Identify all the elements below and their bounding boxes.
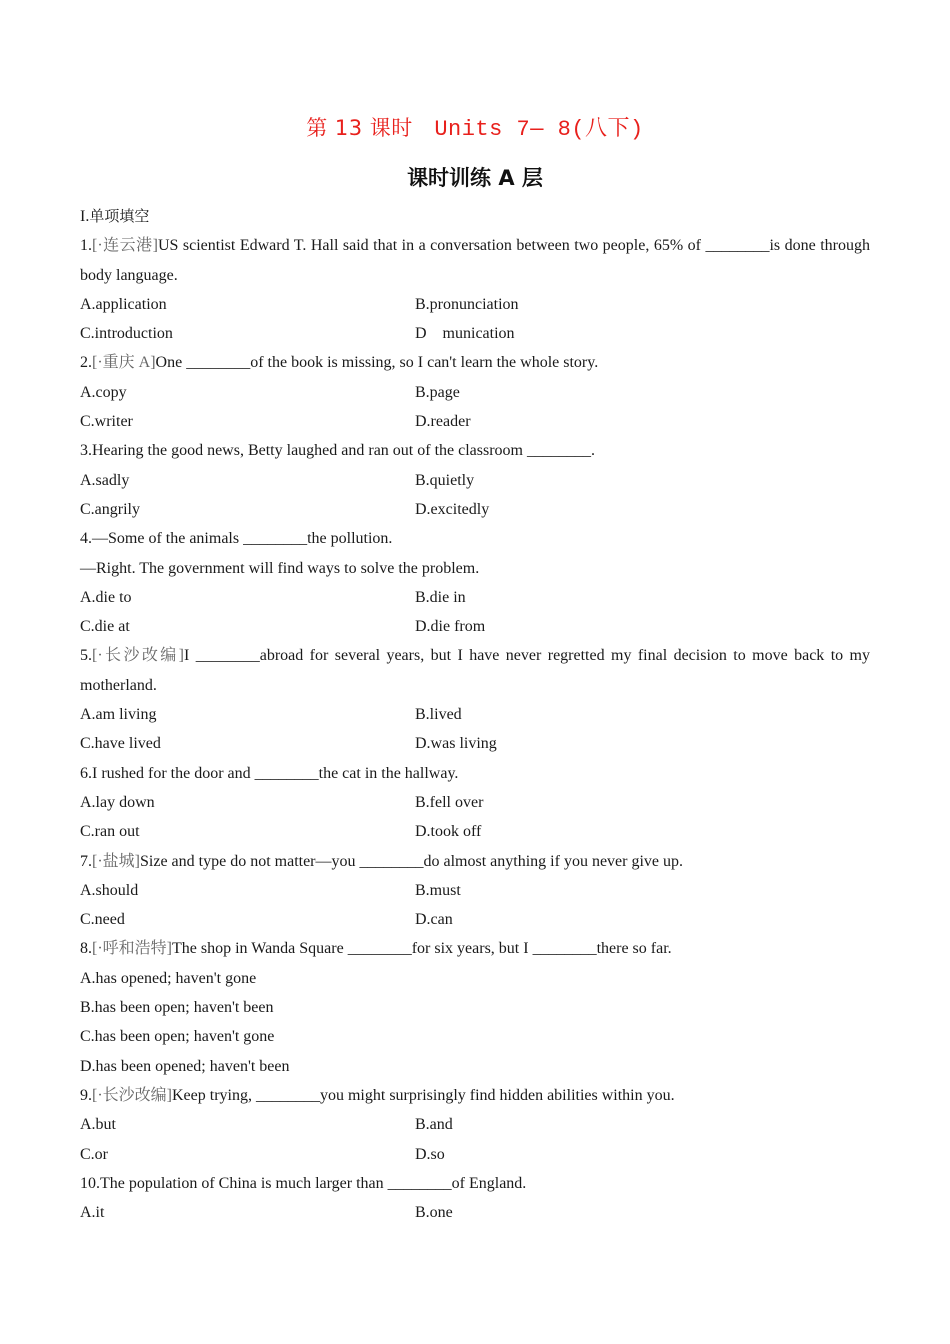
option-b[interactable]: B.one (415, 1204, 453, 1222)
options-row (80, 788, 870, 817)
option-a[interactable]: A.application (80, 295, 167, 313)
section-heading: I.单项填空 (80, 207, 150, 225)
option-b[interactable]: B.pronunciation (415, 295, 519, 313)
title-lesson: 第 13 课时 (306, 116, 413, 140)
question-4-reply: —Right. The government will find ways to solve the problem. (80, 559, 480, 577)
options-row (80, 290, 870, 319)
options-row (80, 876, 870, 905)
option-b[interactable]: B.die in (415, 588, 466, 606)
question-2: 2.[·重庆 A]One ________of the book is missing, so I can't learn the whole story. (80, 354, 599, 372)
option-a[interactable]: A.but (80, 1116, 116, 1134)
options-row (80, 700, 870, 729)
options-row (80, 495, 870, 524)
question-5: 5.[·长沙改编]I ________abroad for several years, but I have never regretted my final decision to move back to my motherland. (80, 647, 870, 694)
option-a[interactable]: A.it (80, 1204, 105, 1222)
option-a[interactable]: A.sadly (80, 471, 130, 489)
question-7: 7.[·盐城]Size and type do not matter—you ________do almost anything if you never give up. (80, 852, 684, 870)
page-subtitle: 课时训练 A 层 (407, 166, 543, 190)
question-6: 6.I rushed for the door and ________the cat in the hallway. (80, 764, 459, 782)
option-d[interactable]: D.took off (415, 823, 482, 841)
question-1: 1.[·连云港]US scientist Edward T. Hall said that in a conversation between two people, 65% of ________is done through body language. (80, 237, 870, 284)
options-row (80, 1198, 870, 1227)
option-d[interactable]: D.was living (415, 735, 497, 753)
options-row (80, 817, 870, 846)
option-c[interactable]: C.has been open; haven't gone (80, 1028, 275, 1046)
page-title (0, 111, 950, 142)
question-10: 10.The population of China is much larger than ________of England. (80, 1174, 527, 1192)
option-d[interactable]: D.has been opened; haven't been (80, 1057, 290, 1075)
option-c[interactable]: C.or (80, 1145, 108, 1163)
options-row (80, 466, 870, 495)
question-4: 4.—Some of the animals ________the pollution. (80, 530, 393, 548)
option-d[interactable]: D.excitedly (415, 500, 490, 518)
options-row (80, 905, 870, 934)
option-c[interactable]: C.need (80, 911, 125, 929)
option-d[interactable]: D munication (415, 325, 515, 343)
option-a[interactable]: A.copy (80, 383, 127, 401)
options-row (80, 378, 870, 407)
option-a[interactable]: A.die to (80, 588, 132, 606)
option-b[interactable]: B.and (415, 1116, 453, 1134)
question-3: 3.Hearing the good news, Betty laughed and ran out of the classroom ________. (80, 442, 595, 460)
question-8: 8.[·呼和浩特]The shop in Wanda Square ________for six years, but I ________there so far. (80, 940, 672, 958)
option-a[interactable]: A.lay down (80, 793, 155, 811)
options-row (80, 729, 870, 758)
options-row (80, 1140, 870, 1169)
option-b[interactable]: B.must (415, 881, 461, 899)
title-units: Units 7— 8(八下) (434, 117, 644, 142)
options-row (80, 612, 870, 641)
option-c[interactable]: C.angrily (80, 500, 140, 518)
option-b[interactable]: B.page (415, 383, 460, 401)
option-d[interactable]: D.so (415, 1145, 445, 1163)
option-a[interactable]: A.should (80, 881, 139, 899)
question-9: 9.[·长沙改编]Keep trying, ________you might surprisingly find hidden abilities within you. (80, 1086, 675, 1104)
option-b[interactable]: B.quietly (415, 471, 475, 489)
question-list (80, 202, 870, 1227)
option-c[interactable]: C.die at (80, 618, 130, 636)
options-row (80, 1110, 870, 1139)
option-d[interactable]: D.die from (415, 618, 486, 636)
option-c[interactable]: C.have lived (80, 735, 161, 753)
option-b[interactable]: B.lived (415, 706, 462, 724)
option-c[interactable]: C.ran out (80, 823, 140, 841)
option-d[interactable]: D.reader (415, 413, 471, 431)
option-c[interactable]: C.writer (80, 413, 133, 431)
options-row (80, 407, 870, 436)
option-a[interactable]: A.has opened; haven't gone (80, 969, 257, 987)
option-a[interactable]: A.am living (80, 706, 157, 724)
options-row (80, 319, 870, 348)
option-d[interactable]: D.can (415, 911, 453, 929)
option-c[interactable]: C.introduction (80, 325, 173, 343)
option-b[interactable]: B.has been open; haven't been (80, 999, 274, 1017)
options-row (80, 583, 870, 612)
option-b[interactable]: B.fell over (415, 793, 484, 811)
